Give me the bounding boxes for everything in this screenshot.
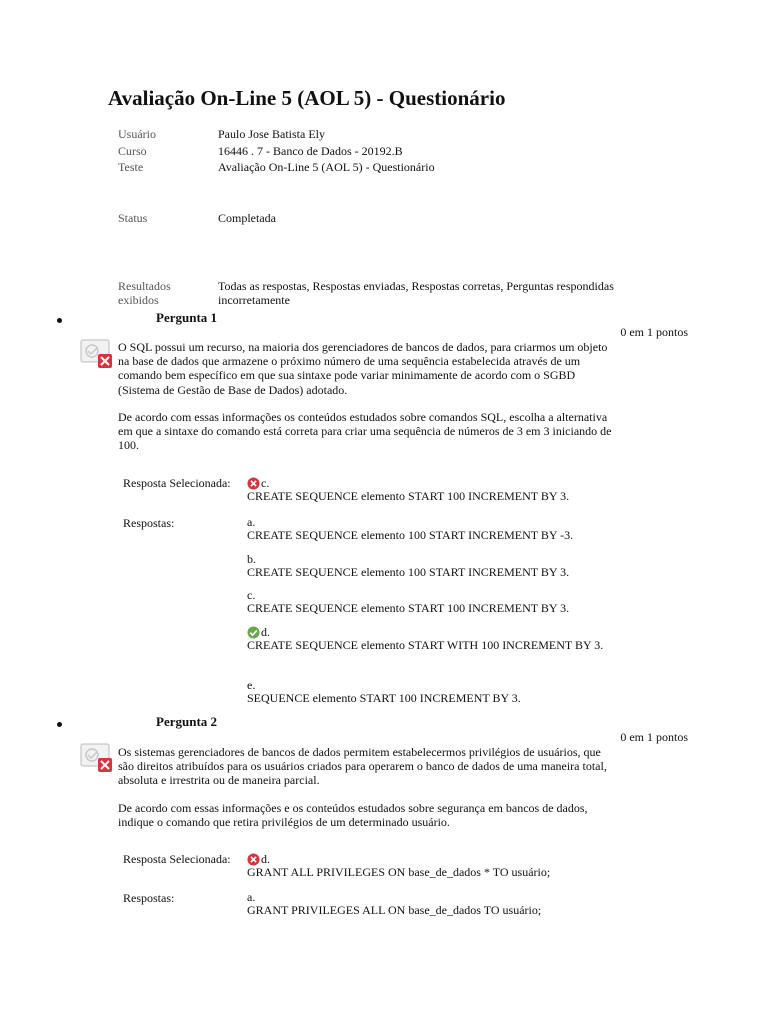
answer-option xyxy=(247,553,617,579)
selected-answer-letter: d. xyxy=(261,851,270,866)
answer-text: CREATE SEQUENCE elemento 100 START INCREMENT BY -3. xyxy=(247,528,574,542)
resultados-label-line-2: exibidos xyxy=(118,293,159,307)
answer-option xyxy=(247,589,617,615)
question-2-text xyxy=(118,745,618,842)
curso-label: Curso xyxy=(118,144,147,158)
question-2-points: 0 em 1 pontos xyxy=(620,730,688,744)
status-value: Completada xyxy=(218,211,276,225)
question-1-paragraph-1: O SQL possui um recurso, na maioria dos gerenciadores de bancos de dados, para criarmos um objeto na base de dados que armazene o próximo número de uma sequência estabelecida através de um comando bem específico em que sua sintaxe pode variar minimamente de acordo com o SGBD (Sistema de Gestão de Base de Dados) adotado. xyxy=(118,340,608,397)
answer-letter: b. xyxy=(247,552,256,566)
question-bullet xyxy=(57,318,62,323)
question-2-paragraph-2: De acordo com essas informações e os conteúdos estudados sobre segurança em bancos de dados, indique o comando que retira privilégios de um determinado usuário. xyxy=(118,800,588,829)
question-bullet xyxy=(57,722,62,727)
answer-option xyxy=(247,891,617,917)
answer-letter: a. xyxy=(247,890,256,904)
answer-text: SEQUENCE elemento START 100 INCREMENT BY 3. xyxy=(247,691,521,705)
answer-letter: a. xyxy=(247,515,256,529)
question-2-paragraph-1: Os sistemas gerenciadores de bancos de dados permitem estabelecermos privilégios de usuários, que são direitos atribuídos para os usuários criados para operarem o banco de dados de uma maneira total, absoluta e irrestrita ou de maneira parcial. xyxy=(118,745,607,788)
question-1-paragraph-2: De acordo com essas informações os conteúdos estudados sobre comandos SQL, escolha a alternativa em que a sintaxe do comando está correta para criar uma sequência de números de 3 em 3 iniciando de 100. xyxy=(118,409,612,453)
status-label: Status xyxy=(118,211,148,225)
teste-label: Teste xyxy=(118,160,144,174)
resultados-value: Todas as respostas, Respostas enviadas, Respostas corretas, Perguntas respondidas incorretamente xyxy=(218,279,614,307)
answer-text: GRANT PRIVILEGES ALL ON base_de_dados TO usuário; xyxy=(247,903,542,917)
selected-answer xyxy=(247,852,617,879)
curso-value: 16446 . 7 - Banco de Dados - 20192.B xyxy=(218,144,403,158)
question-1-text xyxy=(118,340,618,465)
answer-option xyxy=(247,679,617,705)
answer-option-correct xyxy=(247,625,617,652)
selected-answer xyxy=(247,476,617,503)
usuario-label: Usuário xyxy=(118,127,156,141)
answer-letter: e. xyxy=(247,678,256,692)
resultados-label xyxy=(118,279,210,307)
selected-answer-letter: c. xyxy=(261,475,270,490)
answer-letter: c. xyxy=(247,588,256,602)
selected-answer-label: Resposta Selecionada: xyxy=(123,852,231,866)
answer-letter: d. xyxy=(261,624,270,639)
answers-label: Respostas: xyxy=(123,516,175,530)
question-1-points: 0 em 1 pontos xyxy=(620,325,688,339)
resultados-label-line-1: Resultados xyxy=(118,279,171,293)
selected-answer-text: CREATE SEQUENCE elemento START 100 INCREMENT BY 3. xyxy=(247,488,570,503)
answer-text: CREATE SEQUENCE elemento 100 START INCREMENT BY 3. xyxy=(247,565,570,579)
incorrect-question-icon xyxy=(80,339,114,369)
incorrect-question-icon xyxy=(80,743,114,773)
selected-answer-text: GRANT ALL PRIVILEGES ON base_de_dados * TO usuário; xyxy=(247,864,551,879)
answer-option xyxy=(247,516,617,542)
question-1-title: Pergunta 1 xyxy=(156,310,218,325)
teste-value: Avaliação On-Line 5 (AOL 5) - Questionário xyxy=(218,160,435,174)
usuario-value: Paulo Jose Batista Ely xyxy=(218,127,325,141)
question-2-title: Pergunta 2 xyxy=(156,714,218,729)
page-title: Avaliação On-Line 5 (AOL 5) - Questionário xyxy=(108,86,506,110)
answer-text: CREATE SEQUENCE elemento START WITH 100 INCREMENT BY 3. xyxy=(247,637,604,652)
answers-label: Respostas: xyxy=(123,891,175,905)
selected-answer-label: Resposta Selecionada: xyxy=(123,476,231,490)
answer-text: CREATE SEQUENCE elemento START 100 INCREMENT BY 3. xyxy=(247,601,570,615)
